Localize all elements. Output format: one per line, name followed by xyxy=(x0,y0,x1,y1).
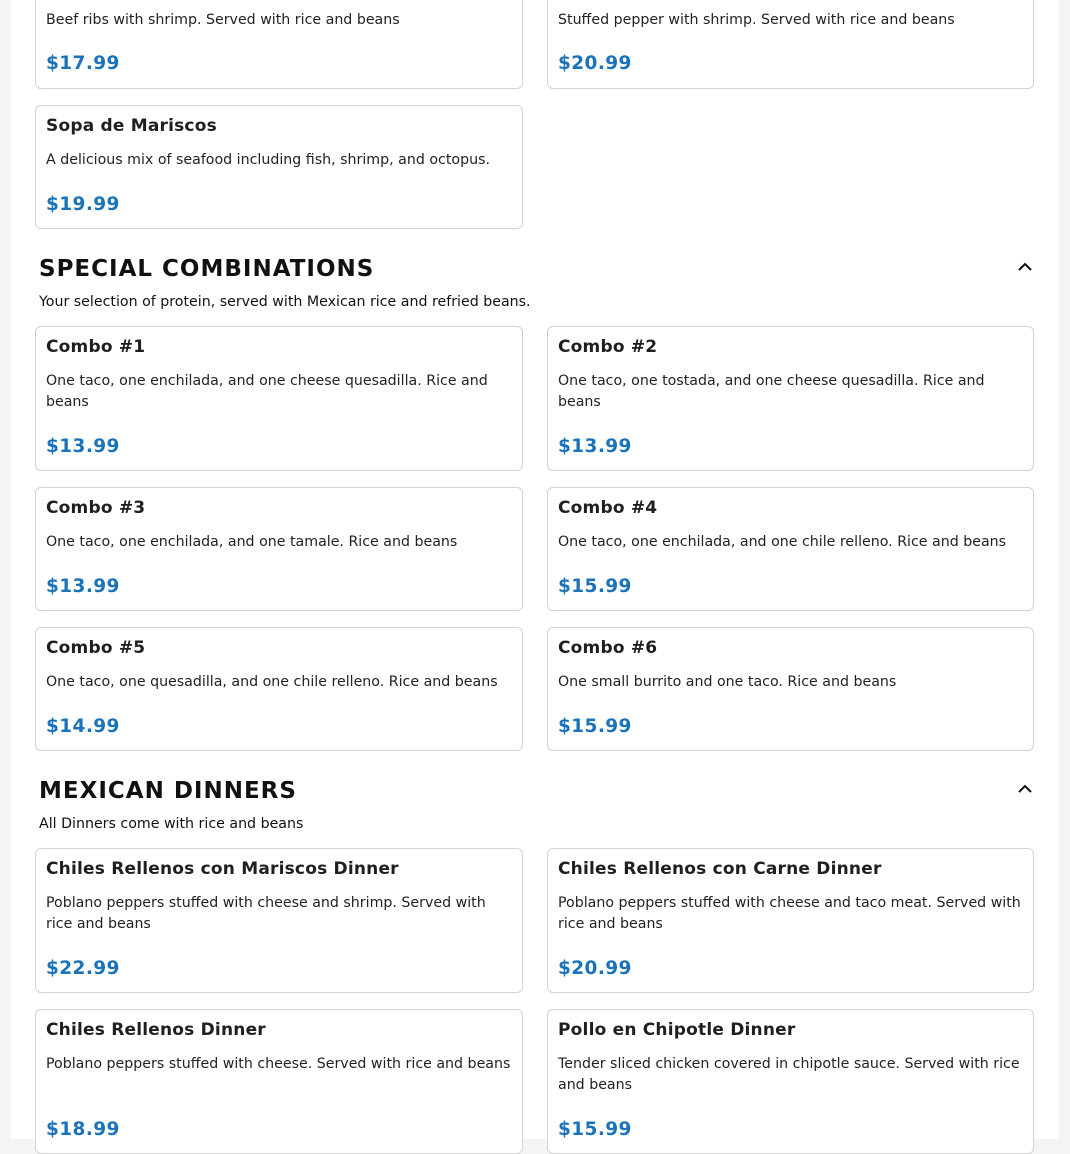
item-name: Chiles Rellenos con Mariscos Dinner xyxy=(46,859,399,879)
item-price: $19.99 xyxy=(46,194,120,215)
section-title: SPECIAL COMBINATIONS xyxy=(39,256,375,282)
item-description: Poblano peppers stuffed with cheese. Served with rice and beans xyxy=(46,1056,511,1072)
menu-item-card[interactable] xyxy=(547,627,1034,751)
item-price: $13.99 xyxy=(558,436,632,457)
item-description: One small burrito and one taco. Rice and beans xyxy=(558,674,897,690)
item-name: Combo #3 xyxy=(46,498,146,518)
item-name: Pollo en Chipotle Dinner xyxy=(558,1020,796,1040)
chevron-up-icon[interactable] xyxy=(1017,257,1033,269)
item-price: $15.99 xyxy=(558,716,632,737)
item-description: Poblano peppers stuffed with cheese and taco meat. Served with rice and beans xyxy=(558,895,1021,932)
menu-item-card[interactable] xyxy=(547,0,1034,89)
menu-item-card[interactable] xyxy=(35,848,523,993)
item-price: $17.99 xyxy=(46,53,120,74)
menu-item-card[interactable] xyxy=(547,848,1034,993)
item-name: Chiles Rellenos con Carne Dinner xyxy=(558,859,882,879)
menu-item-card[interactable] xyxy=(547,1009,1034,1154)
item-name: Sopa de Mariscos xyxy=(46,116,217,136)
menu-item-card[interactable] xyxy=(35,627,523,751)
item-description: One taco, one enchilada, and one chile relleno. Rice and beans xyxy=(558,534,1007,550)
item-description: Stuffed pepper with shrimp. Served with rice and beans xyxy=(558,12,955,28)
item-name: Combo #5 xyxy=(46,638,146,658)
item-description: A delicious mix of seafood including fish, shrimp, and octopus. xyxy=(46,152,490,168)
section-title: MEXICAN DINNERS xyxy=(39,778,297,804)
item-price: $14.99 xyxy=(46,716,120,737)
item-description: Poblano peppers stuffed with cheese and shrimp. Served with rice and beans xyxy=(46,895,486,932)
item-name: Combo #1 xyxy=(46,337,146,357)
item-price: $13.99 xyxy=(46,576,120,597)
menu-item-card[interactable] xyxy=(35,0,523,89)
item-price: $15.99 xyxy=(558,1119,632,1140)
item-price: $18.99 xyxy=(46,1119,120,1140)
section-subtitle: All Dinners come with rice and beans xyxy=(39,816,304,832)
item-name: Combo #2 xyxy=(558,337,658,357)
menu-item-card[interactable] xyxy=(35,487,523,611)
menu-item-card[interactable] xyxy=(547,487,1034,611)
item-description: One taco, one tostada, and one cheese quesadilla. Rice and beans xyxy=(558,373,985,410)
item-description: Tender sliced chicken covered in chipotle sauce. Served with rice and beans xyxy=(558,1056,1020,1093)
item-name: Chiles Rellenos Dinner xyxy=(46,1020,266,1040)
item-price: $22.99 xyxy=(46,958,120,979)
menu-item-card[interactable] xyxy=(547,326,1034,471)
menu-item-card[interactable] xyxy=(35,105,523,229)
item-description: One taco, one enchilada, and one tamale. Rice and beans xyxy=(46,534,458,550)
item-name: Combo #6 xyxy=(558,638,658,658)
item-price: $20.99 xyxy=(558,53,632,74)
menu-item-card[interactable] xyxy=(35,1009,523,1154)
menu-item-card[interactable] xyxy=(35,326,523,471)
item-price: $13.99 xyxy=(46,436,120,457)
chevron-up-icon[interactable] xyxy=(1017,779,1033,791)
item-description: One taco, one quesadilla, and one chile relleno. Rice and beans xyxy=(46,674,498,690)
item-description: One taco, one enchilada, and one cheese quesadilla. Rice and beans xyxy=(46,373,488,410)
item-name: Combo #4 xyxy=(558,498,658,518)
item-description: Beef ribs with shrimp. Served with rice and beans xyxy=(46,12,400,28)
section-subtitle: Your selection of protein, served with Mexican rice and refried beans. xyxy=(39,294,531,310)
item-price: $15.99 xyxy=(558,576,632,597)
item-price: $20.99 xyxy=(558,958,632,979)
